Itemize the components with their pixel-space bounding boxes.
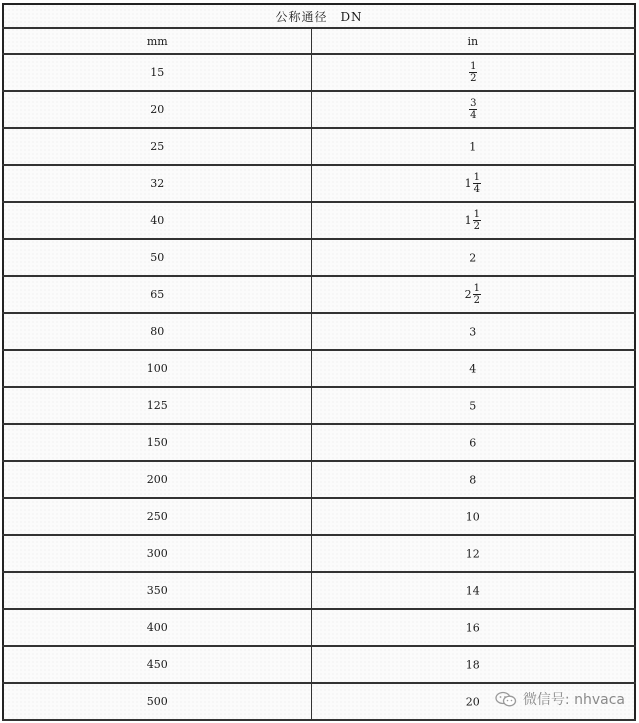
cell-mm: 300 [3,535,311,572]
inch-fraction [469,98,477,121]
cell-mm: 125 [3,387,311,424]
inch-whole: 1 [464,214,472,227]
fraction-denominator: 2 [473,295,480,306]
table-row [3,387,635,424]
cell-in [311,276,635,313]
inch-whole: 18 [465,658,480,672]
table-row [3,461,635,498]
cell-mm: 100 [3,350,311,387]
table-row [3,54,635,91]
inch-fraction [473,172,481,195]
column-header-in: in [311,28,635,54]
table-row [3,535,635,572]
table-row [3,276,635,313]
table-row [3,424,635,461]
inch-whole: 1 [469,140,477,154]
inch-whole: 20 [465,695,480,709]
cell-in [311,165,635,202]
table-header-row [3,28,635,54]
fraction-denominator: 4 [473,184,480,195]
inch-fraction [469,61,477,84]
inch-whole: 12 [465,547,480,561]
fraction-numerator: 1 [473,283,480,294]
table-title-row [3,4,635,28]
cell-mm: 20 [3,91,311,128]
table-row [3,202,635,239]
table-row [3,572,635,609]
cell-in [311,609,635,646]
table-title: 公称通径 DN [3,4,635,28]
cell-mm: 15 [3,54,311,91]
inch-whole: 5 [469,399,477,413]
fraction-numerator: 1 [470,61,477,72]
cell-mm: 350 [3,572,311,609]
inch-whole: 2 [469,251,477,265]
column-header-mm: mm [3,28,311,54]
fraction-numerator: 3 [470,98,477,109]
inch-whole: 3 [469,325,477,339]
table-row [3,646,635,683]
inch-whole: 4 [469,362,477,376]
wechat-icon [495,691,517,707]
cell-in [311,202,635,239]
inch-whole: 14 [465,584,480,598]
cell-in [311,387,635,424]
fraction-denominator: 4 [470,110,477,121]
fraction-numerator: 1 [473,209,480,220]
cell-in [311,54,635,91]
cell-in [311,350,635,387]
watermark [495,689,625,709]
cell-mm: 500 [3,683,311,720]
table-body [3,54,635,720]
table-row [3,91,635,128]
cell-in [311,128,635,165]
cell-mm: 200 [3,461,311,498]
cell-in [311,461,635,498]
inch-whole: 8 [469,473,477,487]
inch-fraction [473,209,481,232]
cell-mm: 65 [3,276,311,313]
table-row [3,165,635,202]
watermark-text: 微信号: nhvaca [522,692,625,708]
fraction-numerator: 1 [473,172,480,183]
cell-mm: 250 [3,498,311,535]
cell-mm: 80 [3,313,311,350]
cell-in [311,572,635,609]
fraction-denominator: 2 [473,221,480,232]
cell-in [311,91,635,128]
cell-mm: 50 [3,239,311,276]
table-row [3,313,635,350]
inch-whole: 16 [465,621,480,635]
dn-conversion-table [2,3,636,721]
table-row [3,498,635,535]
cell-in [311,239,635,276]
table-row [3,128,635,165]
fraction-denominator: 2 [470,73,477,84]
cell-mm: 450 [3,646,311,683]
cell-mm: 32 [3,165,311,202]
inch-whole: 1 [464,177,472,190]
table-row [3,609,635,646]
cell-in [311,535,635,572]
inch-whole: 10 [465,510,480,524]
cell-mm: 150 [3,424,311,461]
inch-fraction [473,283,481,306]
cell-mm: 40 [3,202,311,239]
inch-whole: 2 [464,288,472,301]
cell-in [311,313,635,350]
table-row [3,239,635,276]
cell-mm: 400 [3,609,311,646]
table-row [3,350,635,387]
inch-whole: 6 [469,436,477,450]
cell-in [311,498,635,535]
cell-in [311,646,635,683]
cell-in [311,424,635,461]
cell-mm: 25 [3,128,311,165]
